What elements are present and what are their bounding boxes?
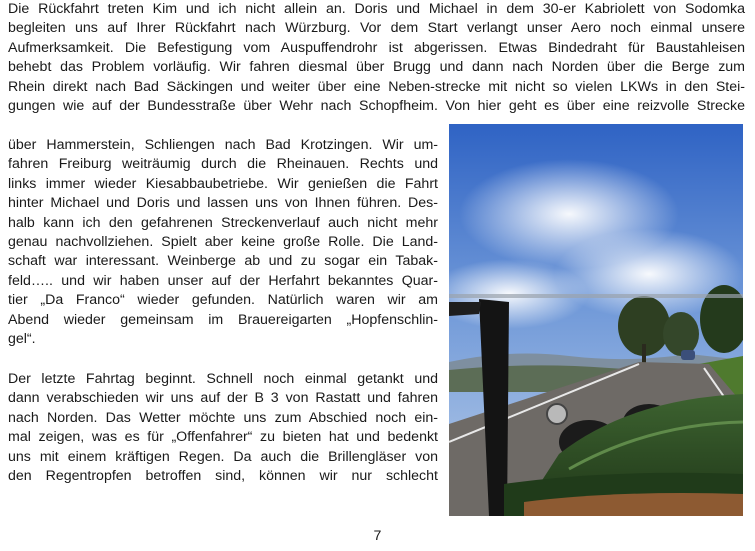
text-line: Rhein direkt nach Bad Säckingen und weiter über eine Neben-strecke mit nicht so vielen LKWs in den Stei-: [8, 78, 745, 95]
text-line: feld….. und wir haben unser auf der Herfahrt bekanntes Quar-: [8, 272, 438, 289]
text-line: hinter Michael und Doris und lassen uns von Ihnen führen. Des-: [8, 195, 438, 212]
text-line: halb kann ich den gefahrenen Streckenverlauf auch nicht mehr: [8, 214, 438, 231]
windscreen-frame: [449, 294, 743, 298]
side-mirror: [547, 404, 567, 424]
text-line: fahren Freiburg weiträumig durch die Rheinauen. Rechts und: [8, 156, 438, 173]
text-line: Aufmerksamkeit. Die Befestigung vom Auspuffendrohr ist abgerissen. Etwas Bindedraht für Baustahleisen: [8, 39, 745, 56]
tree: [663, 312, 699, 356]
text-line: über Hammerstein, Schliengen nach Bad Krotzingen. Wir um-: [8, 137, 438, 153]
text-line: Die Rückfahrt treten Kim und ich nicht allein an. Doris und Michael in dem 30-er Kabriolett von Sodomka: [8, 1, 745, 17]
page-number: 7: [373, 528, 382, 544]
paragraph-1: [8, 0, 745, 116]
text-line: uns mit einem kräftigen Regen. Da auch die Brillengläser von: [8, 448, 438, 465]
text-line: tier „Da Franco“ wieder gefunden. Natürlich waren wir am: [8, 292, 438, 309]
text-line: links immer wieder Kiesabbaubetriebe. Wir genießen die Fahrt: [8, 175, 438, 192]
text-line: nach Norden. Das Wetter möchte uns zum Abschied noch ein-: [8, 409, 438, 426]
text-line: Der letzte Fahrtag beginnt. Schnell noch einmal getankt und: [8, 371, 438, 387]
text-line: dann verabschieden wir uns auf der B 3 von Rastatt und fahren: [8, 390, 438, 407]
windscreen-bracket: [449, 302, 481, 316]
text-line: begleiten uns auf Ihrer Rückfahrt nach Würzburg. Vor dem Start verlangt unser Aero noch einmal unsere: [8, 20, 745, 37]
text-line: Abend wieder gemeinsam im Brauereigarten „Hopfenschlin-: [8, 311, 438, 328]
road-trip-photo: [449, 124, 743, 516]
text-line: genau nachvollziehen. Spielt aber keine große Rolle. Die Land-: [8, 234, 438, 251]
car-ahead: [681, 350, 695, 360]
paragraph-3: [8, 370, 438, 486]
text-line: gungen wie auf der Bundesstraße über Wehr nach Schopfheim. Von hier geht es über eine reizvolle Strecke: [8, 98, 745, 115]
text-line: mal zeigen, was es für „Offenfahrer“ zu bieten hat und bedenkt: [8, 429, 438, 446]
text-line: schaft war interessant. Weinberge ab und zu sogar ein Tabak-: [8, 253, 438, 270]
paragraph-2: [8, 136, 438, 349]
text-line: den Regentropfen betroffen sind, können wir nur schlecht: [8, 468, 438, 485]
text-line: behebt das Problem vorläufig. Wir fahren diesmal über Brugg und dann nach Norden über die Berge zum: [8, 59, 745, 76]
text-line: gel“.: [8, 331, 36, 348]
